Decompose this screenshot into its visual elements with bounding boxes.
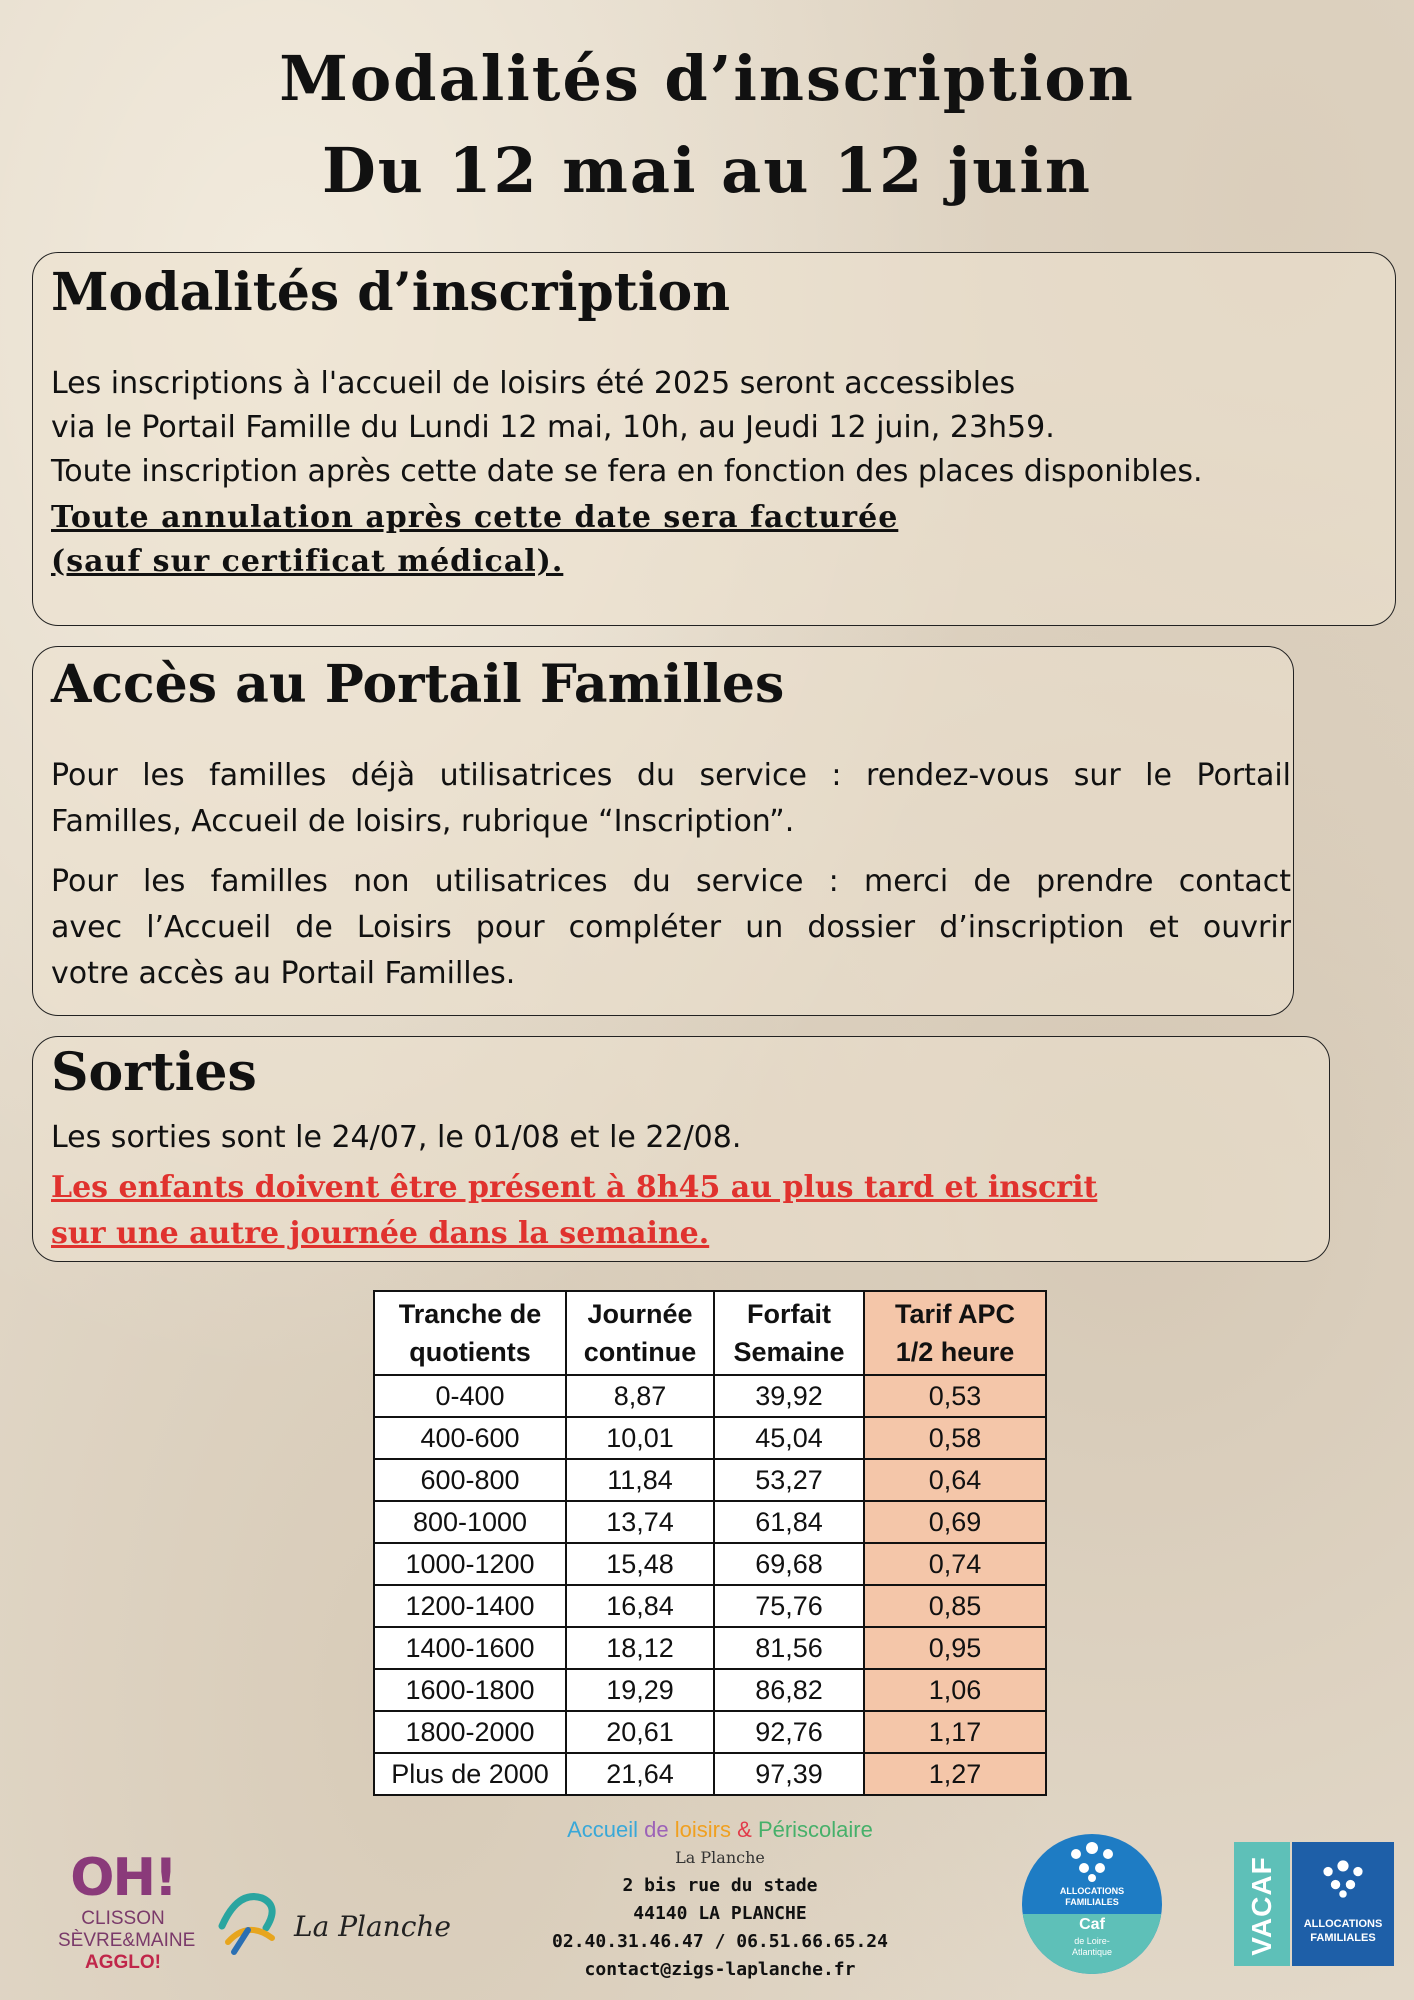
table-row	[374, 1375, 1046, 1417]
cell-tarif-apc: 0,64	[864, 1459, 1046, 1501]
cell-journee: 11,84	[566, 1459, 714, 1501]
cell-forfait: 81,56	[714, 1627, 864, 1669]
header-tarif-apc: Tarif APC 1/2 heure	[864, 1291, 1046, 1375]
sorties-dates: Les sorties sont le 24/07, le 01/08 et le 22/08.	[51, 1120, 742, 1155]
cell-tarif-apc: 0,85	[864, 1585, 1046, 1627]
cancellation-warning: (sauf sur certificat médical).	[51, 544, 564, 579]
vacaf-panel	[1292, 1842, 1394, 1966]
caf-logo-region: de Loire-	[1074, 1936, 1110, 1946]
sorties-heading: Sorties	[51, 1042, 257, 1103]
table-row	[374, 1543, 1046, 1585]
caf-logo-line: ALLOCATIONS	[1059, 1886, 1125, 1896]
organization-sub: La Planche	[675, 1848, 765, 1867]
table-row	[374, 1669, 1046, 1711]
table-row	[374, 1753, 1046, 1795]
caf-logo-region: Atlantique	[1071, 1947, 1113, 1957]
agglo-logo	[58, 1848, 196, 1974]
cell-tranche: 1800-2000	[374, 1711, 566, 1753]
header-forfait: Forfait Semaine	[714, 1291, 864, 1375]
cell-tarif-apc: 0,74	[864, 1543, 1046, 1585]
table-row	[374, 1627, 1046, 1669]
cell-journee: 19,29	[566, 1669, 714, 1711]
inscription-section	[32, 252, 1396, 626]
laplanche-logo	[208, 1880, 468, 1960]
cell-forfait: 86,82	[714, 1669, 864, 1711]
inscription-line: via le Portail Famille du Lundi 12 mai, 10h, au Jeudi 12 juin, 23h59.	[51, 410, 1055, 445]
cell-tarif-apc: 1,06	[864, 1669, 1046, 1711]
cell-forfait: 75,76	[714, 1585, 864, 1627]
cell-journee: 21,64	[566, 1753, 714, 1795]
cell-tranche: 0-400	[374, 1375, 566, 1417]
cell-tarif-apc: 1,17	[864, 1711, 1046, 1753]
cancellation-warning: Toute annulation après cette date sera facturée	[51, 500, 899, 535]
header-journee: Journée continue	[566, 1291, 714, 1375]
inscription-line: Les inscriptions à l'accueil de loisirs été 2025 seront accessibles	[51, 366, 1016, 401]
cell-forfait: 39,92	[714, 1375, 864, 1417]
laplanche-emblem-icon	[208, 1880, 288, 1960]
family-icon	[1315, 1856, 1371, 1902]
email-address: contact@zigs-laplanche.fr	[584, 1959, 856, 1980]
cell-journee: 16,84	[566, 1585, 714, 1627]
portail-paragraph-line: Pour les familles non utilisatrices du service : merci de prendre contact	[51, 864, 1291, 899]
portail-paragraph-line: Pour les familles déjà utilisatrices du service : rendez-vous sur le Portail	[51, 758, 1291, 793]
cell-tranche: 800-1000	[374, 1501, 566, 1543]
organization-contact	[520, 1816, 920, 1984]
oh-logo-line: CLISSON	[81, 1908, 165, 1929]
cell-forfait: 45,04	[714, 1417, 864, 1459]
portail-paragraph-line: avec l’Accueil de Loisirs pour compléter un dossier d’inscription et ouvrir	[51, 910, 1291, 945]
cell-tranche: 1400-1600	[374, 1627, 566, 1669]
inscription-heading: Modalités d’inscription	[51, 262, 731, 323]
oh-logo-mark: OH!	[70, 1848, 176, 1908]
cell-forfait: 97,39	[714, 1753, 864, 1795]
portail-paragraph-line: votre accès au Portail Familles.	[51, 956, 516, 991]
table-row	[374, 1501, 1046, 1543]
cell-tranche: 1600-1800	[374, 1669, 566, 1711]
phone-numbers: 02.40.31.46.47 / 06.51.66.65.24	[552, 1931, 888, 1952]
cell-tarif-apc: 0,53	[864, 1375, 1046, 1417]
cell-tranche: 1200-1400	[374, 1585, 566, 1627]
portail-section	[32, 646, 1294, 1016]
tarifs-table	[373, 1290, 1047, 1796]
portail-paragraph-line: Familles, Accueil de loisirs, rubrique “Inscription”.	[51, 804, 795, 839]
cell-forfait: 69,68	[714, 1543, 864, 1585]
sorties-alert: sur une autre journée dans la semaine.	[51, 1216, 710, 1251]
vacaf-logo-line: ALLOCATIONS	[1303, 1918, 1383, 1930]
cell-journee: 20,61	[566, 1711, 714, 1753]
cell-tranche: Plus de 2000	[374, 1753, 566, 1795]
cell-tarif-apc: 1,27	[864, 1753, 1046, 1795]
inscription-line: Toute inscription après cette date se fera en fonction des places disponibles.	[51, 454, 1203, 489]
table-row	[374, 1459, 1046, 1501]
cell-journee: 18,12	[566, 1627, 714, 1669]
address-line: 44140 LA PLANCHE	[633, 1903, 807, 1924]
laplanche-logo-text: La Planche	[294, 1910, 451, 1943]
page-title-line1: Modalités d’inscription	[279, 42, 1135, 115]
vacaf-logo	[1234, 1842, 1394, 1966]
vacaf-logo-line: FAMILIALES	[1310, 1932, 1376, 1944]
vacaf-vertical-text: VACAF	[1246, 1856, 1277, 1956]
caf-logo-name: Caf	[1079, 1916, 1105, 1933]
portail-heading: Accès au Portail Familles	[51, 654, 785, 715]
sorties-alert: Les enfants doivent être présent à 8h45 au plus tard et inscrit	[51, 1170, 1098, 1205]
organization-name: Accueil de loisirs & Périscolaire	[567, 1817, 873, 1842]
cell-forfait: 53,27	[714, 1459, 864, 1501]
cell-forfait: 92,76	[714, 1711, 864, 1753]
oh-logo-line: AGGLO!	[85, 1952, 161, 1973]
table-row	[374, 1711, 1046, 1753]
cell-journee: 15,48	[566, 1543, 714, 1585]
cell-tarif-apc: 0,95	[864, 1627, 1046, 1669]
cell-tranche: 1000-1200	[374, 1543, 566, 1585]
header-tranche: Tranche de quotients	[374, 1291, 566, 1375]
family-icon	[1062, 1840, 1122, 1884]
oh-logo-line: SÈVRE&MAINE	[58, 1930, 196, 1951]
cell-forfait: 61,84	[714, 1501, 864, 1543]
table-header-row	[374, 1291, 1046, 1375]
caf-logo-line: FAMILIALES	[1065, 1897, 1119, 1907]
cell-journee: 8,87	[566, 1375, 714, 1417]
cell-tarif-apc: 0,58	[864, 1417, 1046, 1459]
table-row	[374, 1417, 1046, 1459]
cell-tranche: 600-800	[374, 1459, 566, 1501]
cell-journee: 13,74	[566, 1501, 714, 1543]
table-row	[374, 1585, 1046, 1627]
sorties-section	[32, 1036, 1330, 1262]
caf-logo	[1022, 1834, 1162, 1974]
vacaf-band	[1234, 1842, 1290, 1966]
cell-tarif-apc: 0,69	[864, 1501, 1046, 1543]
address-line: 2 bis rue du stade	[622, 1875, 818, 1896]
page-title-line2: Du 12 mai au 12 juin	[321, 134, 1093, 207]
cell-journee: 10,01	[566, 1417, 714, 1459]
cell-tranche: 400-600	[374, 1417, 566, 1459]
